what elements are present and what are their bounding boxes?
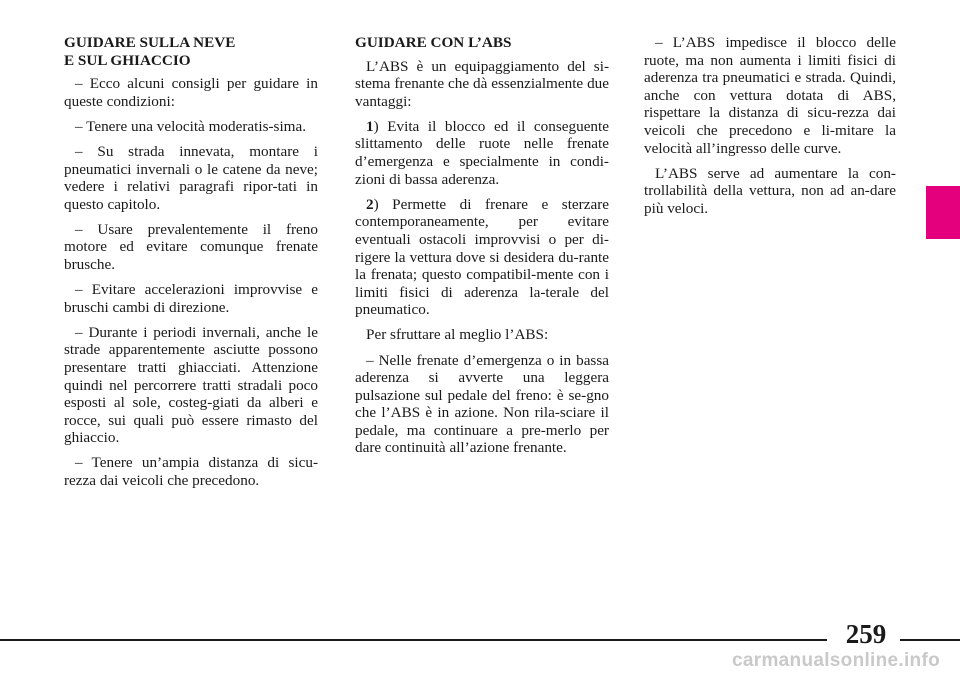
item-text: ) Evita il blocco ed il conseguente slittamento delle ruote nelle frenate d’emergenza e specialmente in condi-zioni di bassa aderenza. <box>355 117 609 188</box>
paragraph: – Tenere una velocità moderatis-sima. <box>75 117 307 135</box>
paragraph: – Ecco alcuni consigli per guidare in queste condizioni: <box>64 75 318 110</box>
paragraph: – Durante i periodi invernali, anche le strade apparentemente asciutte possono presentare tratti ghiacciati. Attenzione quindi nel percorrere tratti stradali poco esposti al sole, costeg-giati da alberi e rocce, sui quali può essere rimasto del ghiaccio. <box>64 323 318 447</box>
numbered-item-2 <box>355 196 609 319</box>
item-text: ) Permette di frenare e sterzare contemporaneamente, per evitare eventuali ostacoli improvvisi o per di-rigere la vettura dove si desidera du-rante la frenata; questo compatibil-mente con i limiti fisici di aderenza la-terale del pneumatico. <box>355 195 609 319</box>
column-driving-on-snow-and-ice <box>64 34 318 497</box>
paragraph: – L’ABS impedisce il blocco delle ruote, ma non aumenta i limiti fisici di aderenza tra pneumatici e strada. Quindi, anche con vettura dotata di ABS, rispettare la distanza di sicu-rezza dai veicoli che precedono e li-mitare la velocità all’ingresso delle curve. <box>644 34 896 157</box>
footer-rule-left <box>0 639 827 641</box>
column-abs-notes <box>644 34 896 225</box>
column-driving-with-abs <box>355 34 609 465</box>
paragraph: – Evitare accelerazioni improvvise e bruschi cambi di direzione. <box>64 281 318 316</box>
heading-driving-with-abs: GUIDARE CON L’ABS <box>355 34 512 51</box>
paragraph: – Usare prevalentemente il freno motore ed evitare comunque frenate brusche. <box>64 220 318 274</box>
item-number: 1 <box>366 117 374 135</box>
section-tab-marker <box>926 186 960 239</box>
numbered-item-1 <box>355 118 609 188</box>
heading-line-1: GUIDARE SULLA NEVE <box>64 34 236 51</box>
watermark: carmanualsonline.info <box>732 650 940 671</box>
paragraph: Per sfruttare al meglio l’ABS: <box>366 326 549 344</box>
paragraph: – Su strada innevata, montare i pneumatici invernali o le catene da neve; vedere i relativi paragrafi ripor-tati in questo capitolo. <box>64 142 318 213</box>
paragraph: – Tenere un’ampia distanza di sicu-rezza dai veicoli che precedono. <box>64 454 318 490</box>
item-number: 2 <box>366 195 374 213</box>
paragraph: – Nelle frenate d’emergenza o in bassa aderenza si avverte una leggera pulsazione sul pedale del freno: è se-gno che l’ABS è in azione. Non rila-sciare il pedale, ma continuare a pre-merlo per dare continuità all’azione frenante. <box>355 351 609 457</box>
heading-snow-and-ice <box>64 34 318 69</box>
page-number: 259 <box>845 619 887 649</box>
heading-line-2: E SUL GHIACCIO <box>64 51 191 69</box>
footer-rule-right <box>900 639 960 641</box>
paragraph-intro: L’ABS è un equipaggiamento del si-stema frenante che dà essenzialmente due vantaggi: <box>355 57 609 110</box>
paragraph: L’ABS serve ad aumentare la con-trollabilità della vettura, non ad an-dare più veloci. <box>644 164 896 217</box>
